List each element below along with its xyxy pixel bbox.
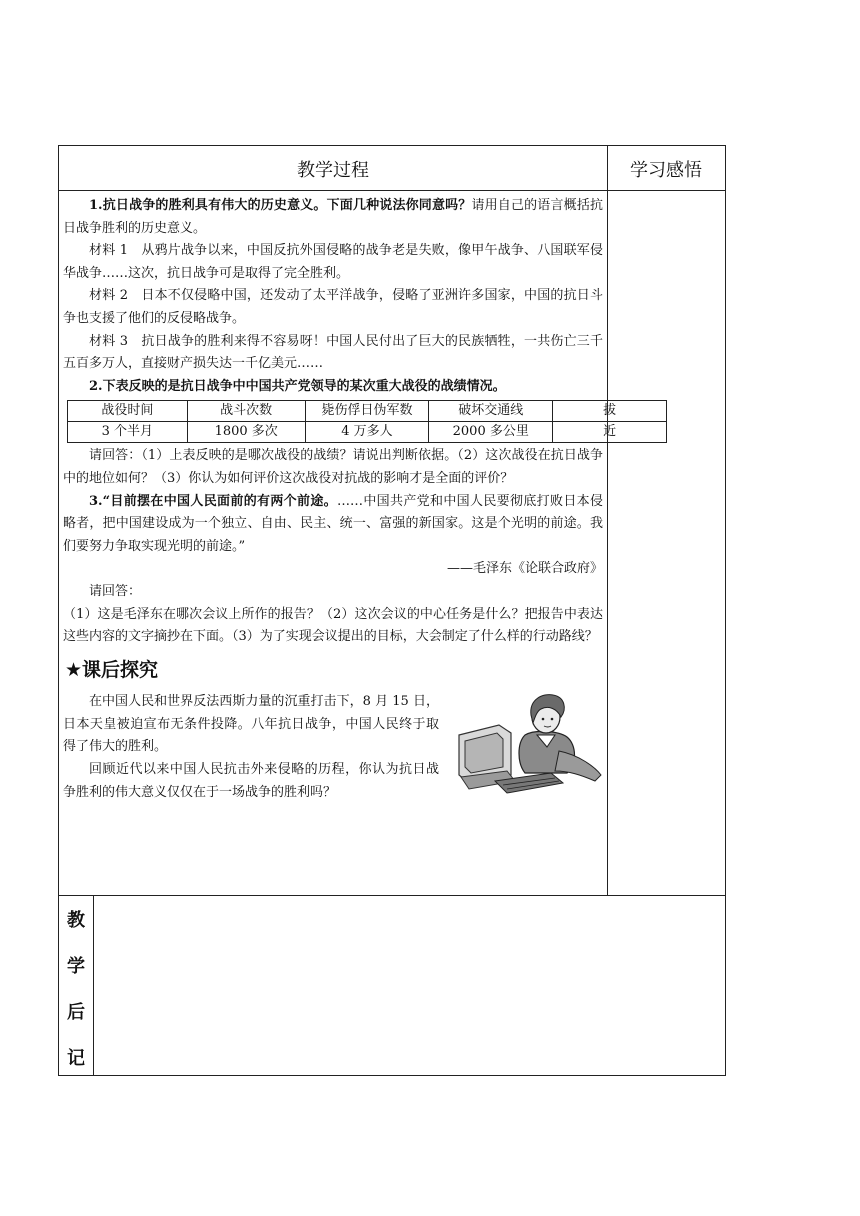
teaching-postscript-label <box>59 896 93 1082</box>
table-row <box>68 422 667 443</box>
table-header-cell: 战役时间 <box>68 401 188 422</box>
question-1 <box>63 195 603 240</box>
table-cell: 3 个半月 <box>68 422 188 443</box>
question-2-prompts: 请回答：（1）上表反映的是哪次战役的战绩？请说出判断依据。（2）这次战役在抗日战争中的地位如何？（3）你认为如何评价这次战役对抗战的影响才是全面的评价？ <box>63 448 603 486</box>
postscript-char: 教 <box>67 910 85 931</box>
exploration-paragraph-1: 在中国人民和世界反法西斯力量的沉重打击下，8 月 15 日，日本天皇被迫宣布无条件投降。八年抗日战争，中国人民终于取得了伟大的胜利。 <box>63 694 439 755</box>
lesson-table <box>58 145 726 1076</box>
table-row <box>68 401 667 422</box>
question-3-ask: 请回答： <box>89 583 142 599</box>
question-1-instruction: 请用自己的语言概括抗日战争胜利的历史意义。 <box>63 198 603 236</box>
header-divider <box>59 190 725 191</box>
exploration-text <box>63 691 439 804</box>
table-header-cell: 拔 <box>553 401 667 422</box>
table-header-cell: 破坏交通线 <box>429 401 553 422</box>
table-cell: 4 万多人 <box>305 422 429 443</box>
material-2: 材料 2 日本不仅侵略中国，还发动了太平洋战争，侵略了亚洲许多国家，中国的抗日斗争也支援了他们的反侵略战争。 <box>63 288 603 326</box>
student-computer-illustration <box>455 691 605 795</box>
postscript-column-divider <box>93 895 94 1076</box>
question-2-title: 2.下表反映的是抗日战争中中国共产党领导的某次重大战役的战绩情况。 <box>89 378 506 394</box>
after-class-exploration <box>63 691 603 804</box>
postscript-char: 记 <box>67 1048 85 1069</box>
question-1-title: 1.抗日战争的胜利具有伟大的历史意义。下面几种说法你同意吗？ <box>89 198 472 213</box>
exploration-paragraph-2: 回顾近代以来中国人民抗击外来侵略的历程，你认为抗日战争胜利的伟大意义仅仅在于一场战争的胜利吗？ <box>63 762 439 800</box>
battle-stats-table <box>67 400 667 443</box>
postscript-char: 学 <box>67 956 85 977</box>
table-header-cell: 战斗次数 <box>187 401 305 422</box>
postscript-char: 后 <box>67 1002 85 1023</box>
section-title-after-class: ★课后探究 <box>65 658 159 681</box>
postscript-divider <box>59 895 725 896</box>
battle-table-wrap <box>63 400 617 443</box>
table-cell: 近 <box>553 422 667 443</box>
table-cell: 1800 多次 <box>187 422 305 443</box>
question-3-title: 3.“目前摆在中国人民面前的有两个前途。 <box>89 493 338 509</box>
quote-source: ——毛泽东《论联合政府》 <box>446 561 603 577</box>
material-3: 材料 3 抗日战争的胜利来得不容易呀！中国人民付出了巨大的民族牺牲，一共伤亡三千五百多万人，直接财产损失达一千亿美元…… <box>63 333 603 372</box>
question-3-prompts: （1）这是毛泽东在哪次会议上所作的报告？（2）这次会议的中心任务是什么？把报告中表达这些内容的文字摘抄在下面。（3）为了实现会议提出的目标，大会制定了什么样的行动路线？ <box>63 606 603 645</box>
table-header-cell: 毙伤俘日伪军数 <box>305 401 429 422</box>
teaching-process-content <box>63 195 617 804</box>
question-3-quote <box>63 491 603 559</box>
question-3-quote-body: ……中国共产党和中国人民要彻底打败日本侵略者，把中国建设成为一个独立、自由、民主、统一、富强的新国家。这是个光明的前途。我们要努力争取实现光明的前途。” <box>63 493 603 554</box>
header-learning-reflection: 学习感悟 <box>630 160 702 181</box>
table-cell: 2000 多公里 <box>429 422 553 443</box>
material-1: 材料 1 从鸦片战争以来，中国反抗外国侵略的战争老是失败，像甲午战争、八国联军侵华战争……这次，抗日战争可是取得了完全胜利。 <box>63 243 603 281</box>
column-divider <box>607 146 608 895</box>
header-teaching-process: 教学过程 <box>297 160 369 181</box>
